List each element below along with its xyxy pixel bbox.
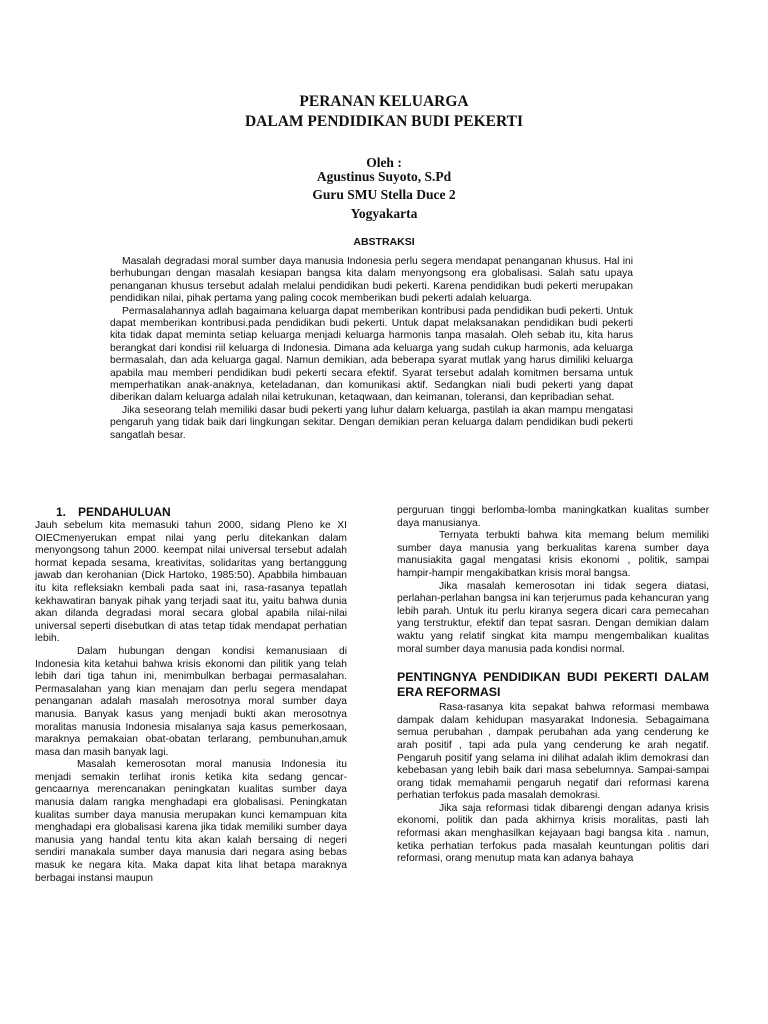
body-paragraph: Dalam hubungan dengan kondisi kemanusiaan di Indonesia kita ketahui bahwa krisis ekonomi dan pilitik yang telah lebih dari tiga tahun ini, menimbulkan berbagai permasalahan. Permasalahan yang kian menajam dan perlu segera mendapat penanganan adalah masalah merosotnya moral sumber daya manusia. Banyak kasus yang menjadi bukti akan merosotnya moralitas manusia Indonesia misalanya saja kasus pemerkosaan, maraknya pemakaian obat-obatan terlarang, pembunuhan,amuk masa dan masih banyak lagi. [35,645,347,758]
right-column [397,505,709,866]
section-title: PENDAHULUAN [78,505,171,519]
body-paragraph: Jauh sebelum kita memasuki tahun 2000, sidang Pleno ke XI OIECmenyerukan empat nilai yang perlu ditekankan dalam menyongsong tahun 2000. keempat nilai universal tersebut adalah hormat kepada sesama, kreativitas, solidaritas yang bertanggung jawab dan kerohanian (Dick Hartoko, 1985:50). Apabbila himbauan itu kita refleksiakn kembali pada saat ini, rasa-rasanya tepatlah kekhawatiran banyak pihak yang terjadi saat itu, yaitu bahwa dunia akan dilanda degradasi moral secara global apabila nilai-nilai universal seperti disebutkan di atas tetap tidak mendapat perhatian lebih. [35,520,347,645]
body-paragraph: perguruan tinggi berlomba-lomba maningkatkan kualitas sumber daya manusianya. [397,505,709,529]
paper-title-line-1: PERANAN KELUARGA [299,93,469,110]
author-city: Yogyakarta [350,206,418,221]
body-paragraph: Jika masalah kemerosotan ini tidak segera diatasi, perlahan-perlahan bangsa ini kan terjerumus pada kehancuran yang lebih parah. Untuk itu perlu kiranya segera dicari cara pemecahan yang terstruktur, efektif dan tepat sasran. Dengan demikian dalam waktu yang relatif singkat kita mampu mengembalikan kualitas moral sumber daya manusia pada kondisi normal. [397,580,709,655]
section-heading-pentingnya: PENTINGNYA PENDIDIKAN BUDI PEKERTI DALAM ERA REFORMASI [397,670,709,700]
left-column [35,520,347,885]
abstract-heading: ABSTRAKSI [353,236,415,248]
author-name: Agustinus Suyoto, S.Pd [316,169,452,184]
body-paragraph: Masalah kemerosotan moral manusia Indonesia itu menjadi semakin terlihat ironis ketika kita sedang gencar-gencaarnya merencanakan peningkatan kualitas sumber daya manusia dalam rangka menghadapi era globalisasi. Peningkatan kualitas sumber daya manusia merupakan kunci kemampuan kita menghadapi era globalisasi karena jika tidak memiliki sumber daya manusia yang handal tentu kita akan kalah bersaing di negeri sendiri manakala sumber daya manusia dari negara asing bebas masuk ke negara kita. Maka dapat kita lihat betapa maraknya berbagai instansi maupun [35,759,347,884]
author-label: Oleh : [366,155,402,170]
body-paragraph: Jika saja reformasi tidak dibarengi dengan adanya krisis ekonomi, politik dan pada akhirnya krisis moralitas, pasti lah reformasi akan menghasilkan kejayaan bagi bangsa kita . namun, ketika perhatian terfokus pada masalah keuntungan politis dari reformasi, orang menutup mata kan adanya bahaya [397,802,709,865]
abstract-paragraph: Jika seseorang telah memiliki dasar budi pekerti yang luhur dalam keluarga, pastilah ia akan mampu mengatasi pengaruh yang tidak baik dari lingkungan sekitar. Dengan demikian peran keluarga dalam pendidikan budi pekerti sangatlah besar. [110,404,633,441]
body-paragraph: Ternyata terbukti bahwa kita memang belum memiliki sumber daya manusia yang berkualitas karena sumber daya manusiakita gagal mengatasi krisis ekonomi , politik, sampai hampir-hampir mengakibatkan krisis moral bangsa. [397,530,709,579]
author-position: Guru SMU Stella Duce 2 [312,187,456,202]
body-paragraph: Rasa-rasanya kita sepakat bahwa reformasi membawa dampak dalam kehidupan masyarakat Indonesia. Sebagaimana semua perubahan , dampak perubahan ada yang cenderung ke arah positif , tapi ada pula yang cenderung ke arah negatif. Pengaruh positif yang selama ini dilihat adalah iklim demokrasi dan kebebasan yang lebih baik dari masa sebelumnya. Sampai-sampai orang tidak memahamii pengaruh negatif dari reformasi karena perhatian terfokus pada masalah demokrasi. [397,702,709,802]
section-heading-pendahuluan [56,505,171,519]
abstract-paragraph: Masalah degradasi moral sumber daya manusia Indonesia perlu segera mendapat penanganan khusus. Hal ini berhubungan dengan masalah kesiapan bangsa kita dalam menyongsong era globalisasi. Salah satu upaya penanganan khusus tersebut adalah melalui pendidikan budi pekerti. Karena pendidikan budi pekerti merupakan pendidikan nilai, pihak pertama yang paling cocok memberikan budi pekerti adalah keluarga. [110,256,633,305]
paper-title-line-2: DALAM PENDIDIKAN BUDI PEKERTI [244,113,524,130]
section-number: 1. [56,505,67,519]
abstract-body [110,256,633,442]
abstract-paragraph: Permasalahannya adlah bagaimana keluarga dapat memberikan kontribusi pada pendidikan budi pekerti. Untuk dapat memberikan kontribusi.pada pendidikan budi pekerti. Untuk dapat melaksanakan pendidikan budi pekerti kita tidak dapat meminta setiap keluarga menjadi keluarga harmonis tanpa masalah. Oleh sebab itu, kita harus berangkat dari kondisi riil keluarga di Indonesia. Dimana ada keluarga yang sudah cukup harmonis, ada keluarga bermasalah, dan ada keluarga gagal. Namun demikian, ada beberapa syarat mutlak yang harus dimiliki keluarga apabila mau memberi pendidikan budi pekerti secara efektif. Syarat tersebut adalah komitmen bersama untuk memperhatikan anak-anaknya, keteladanan, dan komunikasi aktif. Sedangkan niali budi pekerti yang dapat diberikan dalam keluarga adalah nilai ketrukunan, ketaqwaan, dan keimanan, toleransi, dan kepribadian sehat. [110,305,633,404]
